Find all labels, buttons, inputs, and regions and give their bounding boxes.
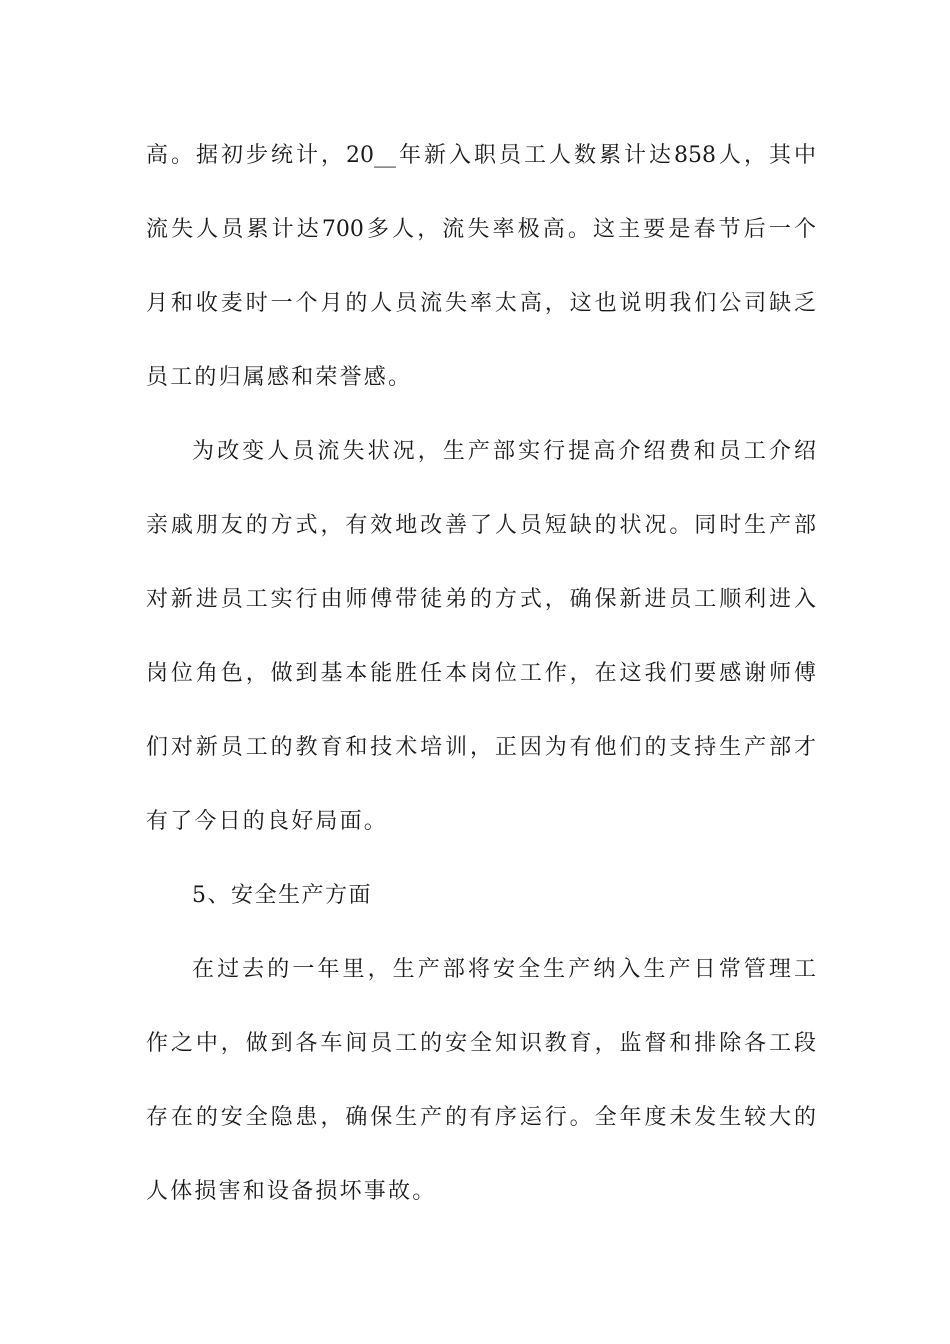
text-line: 人体损害和设备损坏事故。 [146, 1179, 437, 1204]
text-line: 员工的归属感和荣誉感。 [146, 365, 413, 390]
text-line: 作之中，做到各车间员工的安全知识教育，监督和排除各工段 [146, 1031, 816, 1056]
text-line: 对新进员工实行由师傅带徒弟的方式，确保新进员工顺利进入 [146, 587, 816, 612]
text-line: 亲戚朋友的方式，有效地改善了人员短缺的状况。同时生产部 [146, 513, 816, 538]
paragraph-first-line: 在过去的一年里，生产部将安全生产纳入生产日常管理工 [192, 957, 816, 982]
text-line: 流失人员累计达700多人，流失率极高。这主要是春节后一个 [146, 217, 816, 242]
text-line: 存在的安全隐患，确保生产的有序运行。全年度未发生较大的 [146, 1105, 816, 1130]
text-line: 月和收麦时一个月的人员流失率太高，这也说明我们公司缺乏 [146, 291, 816, 316]
text-line: 们对新员工的教育和技术培训，正因为有他们的支持生产部才 [146, 735, 816, 760]
paragraph-first-line: 为改变人员流失状况，生产部实行提高介绍费和员工介绍 [192, 439, 816, 464]
text-line: 有了今日的良好局面。 [146, 809, 389, 834]
text-line: 岗位角色，做到基本能胜任本岗位工作，在这我们要感谢师傅 [146, 661, 816, 686]
section-heading: 5、安全生产方面 [192, 883, 372, 908]
text-line: 高。据初步统计，20__年新入职员工人数累计达858人，其中 [146, 143, 816, 168]
